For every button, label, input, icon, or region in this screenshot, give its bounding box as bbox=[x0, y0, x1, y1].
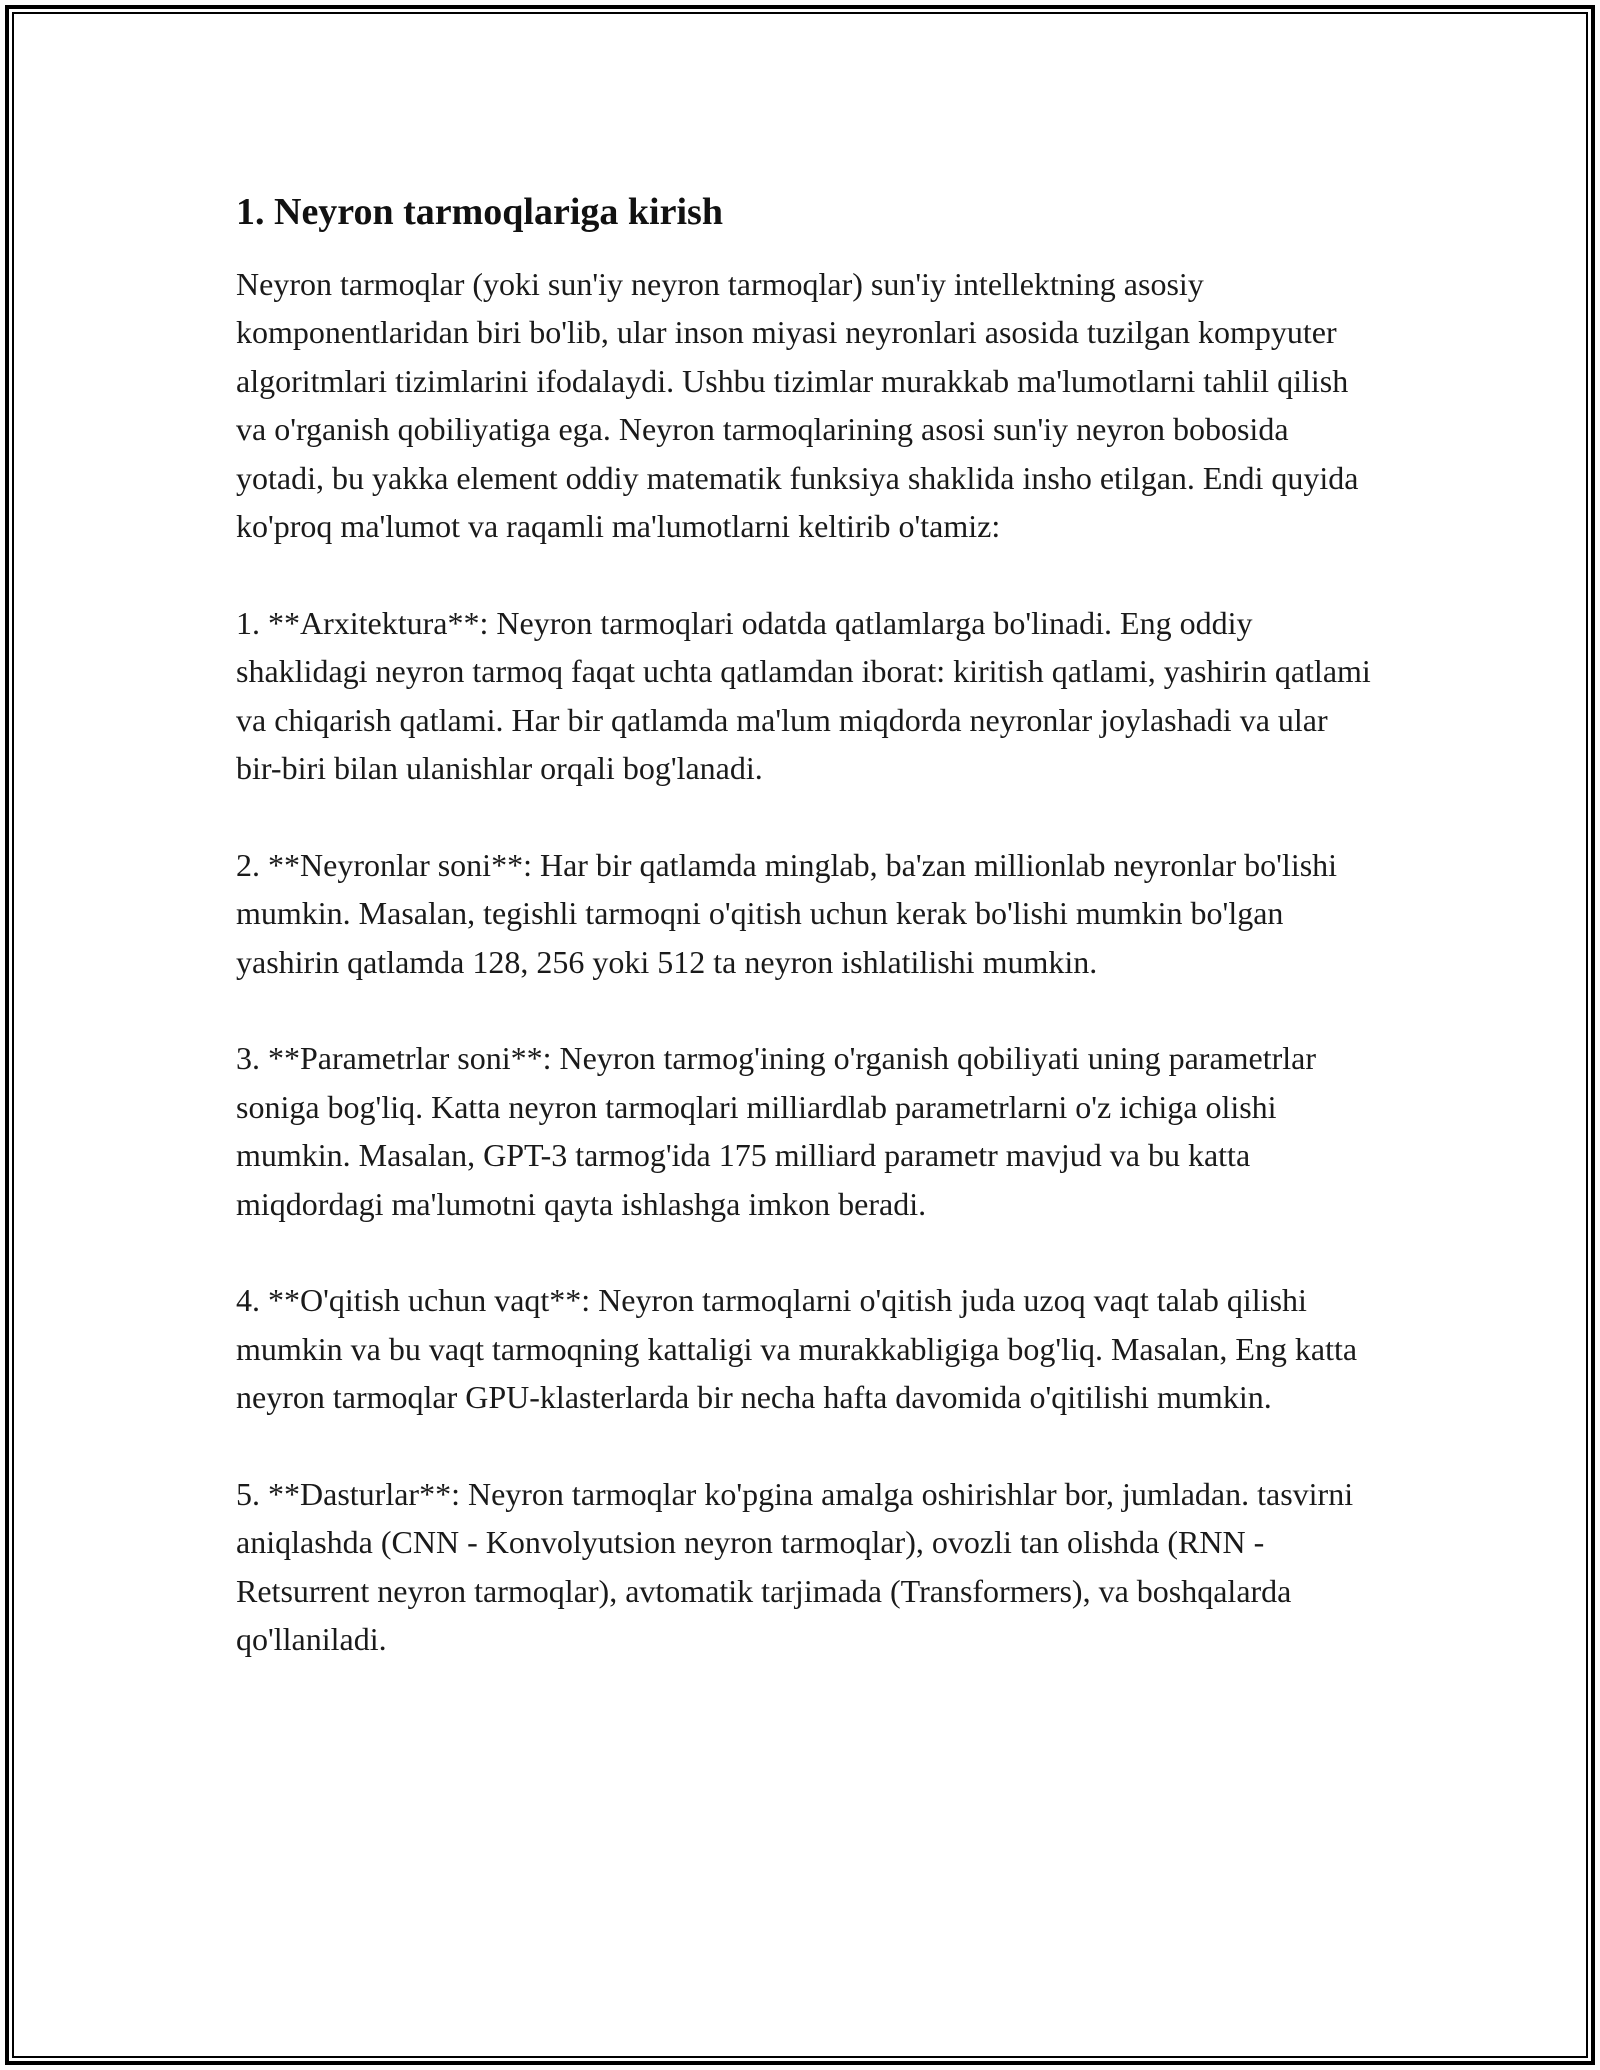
list-item-training-time: 4. **O'qitish uchun vaqt**: Neyron tarmoqlarni o'qitish juda uzoq vaqt talab qilishi mumkin va bu vaqt tarmoqning kattaligi va murakkabligiga bog'liq. Masalan, Eng katta neyron tarmoqlar GPU-klasterlarda bir necha hafta davomida o'qitilishi mumkin. bbox=[236, 1282, 1358, 1416]
intro-paragraph: Neyron tarmoqlar (yoki sun'iy neyron tarmoqlar) sun'iy intellektning asosiy komponentlaridan biri bo'lib, ular inson miyasi neyronlari asosida tuzilgan kompyuter algoritmlari tizimlarini ifodalaydi. Ushbu tizimlar murakkab ma'lumotlarni tahlil qilish va o'rganish qobiliyatiga ega. Neyron tarmoqlarining asosi sun'iy neyron bobosida yotadi, bu yakka element oddiy matematik funksiya shaklida insho etilgan. Endi quyida ko'proq ma'lumot va raqamli ma'lumotlarni keltirib o'tamiz: bbox=[236, 266, 1359, 545]
section-heading: 1. Neyron tarmoqlariga kirish bbox=[236, 191, 723, 233]
list-item-parameter-count: 3. **Parametrlar soni**: Neyron tarmog'ining o'rganish qobiliyati uning parametrlar soniga bog'liq. Katta neyron tarmoqlari milliardlab parametrlarni o'z ichiga olishi mumkin. Masalan, GPT-3 tarmog'ida 175 milliard parametr mavjud va bu katta miqdordagi ma'lumotni qayta ishlashga imkon beradi. bbox=[236, 1040, 1317, 1222]
document-body bbox=[236, 186, 1376, 1664]
list-item-neuron-count: 2. **Neyronlar soni**: Har bir qatlamda minglab, ba'zan millionlab neyronlar bo'lishi mumkin. Masalan, tegishli tarmoqni o'qitish uchun kerak bo'lishi mumkin bo'lgan yashirin qatlamda 128, 256 yoki 512 ta neyron ishlatilishi mumkin. bbox=[236, 846, 1338, 980]
list-item-applications: 5. **Dasturlar**: Neyron tarmoqlar ko'pgina amalga oshirishlar bor, jumladan. tasvirni aniqlashda (CNN - Konvolyutsion neyron tarmoqlar), ovozli tan olishda (RNN - Retsurrent neyron tarmoqlar), avtomatik tarjimada (Transformers), va boshqalarda qo'llaniladi. bbox=[236, 1476, 1354, 1658]
list-item-architecture: 1. **Arxitektura**: Neyron tarmoqlari odatda qatlamlarga bo'linadi. Eng oddiy shaklidagi neyron tarmoq faqat uchta qatlamdan iborat: kiritish qatlami, yashirin qatlami va chiqarish qatlami. Har bir qatlamda ma'lum miqdorda neyronlar joylashadi va ular bir-biri bilan ulanishlar orqali bog'lanadi. bbox=[236, 604, 1371, 787]
